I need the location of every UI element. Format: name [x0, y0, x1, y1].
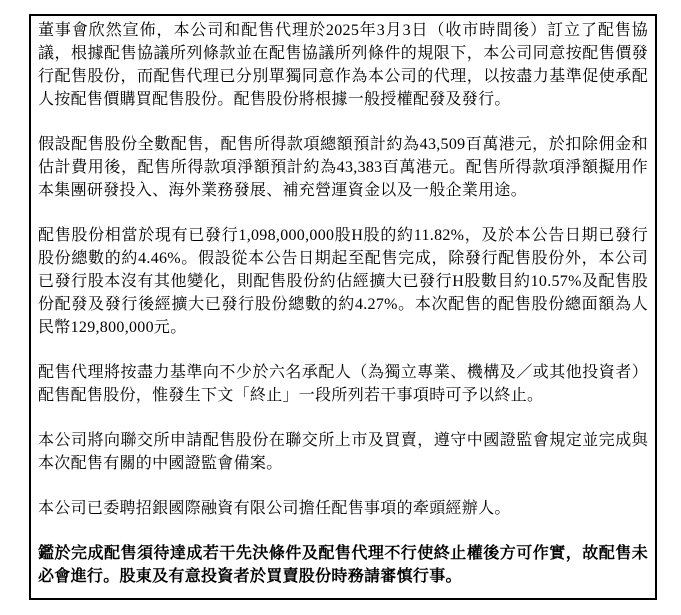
- paragraph-placees-and-termination: 配售代理將按盡力基準向不少於六名承配人（為獨立專業、機構及／或其他投資者）配售配售股份，惟發生下文「終止」一段所列若干事項時可予以終止。: [38, 364, 648, 404]
- paragraph-lead-manager-appointment: 本公司已委聘招銀國際融資有限公司擔任配售事項的牽頭經辦人。: [38, 500, 511, 517]
- paragraph-listing-application: 本公司將向聯交所申請配售股份在聯交所上市及買賣，遵守中國證監會規定並完成與本次配售有關的中國證監會備案。: [38, 432, 648, 472]
- paragraph-warning-statement: 鑑於完成配售須待達成若干先決條件及配售代理不行使終止權後方可作實，故配售未必會進行。股東及有意投資者於買賣股份時務請審慎行事。: [38, 545, 648, 585]
- announcement-document: [29, 14, 657, 600]
- paragraph-share-capital-percentages: 配售股份相當於現有已發行1,098,000,000股H股的約11.82%，及於本公告日期已發行股份總數的約4.46%。假設從本公告日期起至配售完成，除發行配售股份外，本公司已發行股本沒有其他變化，則配售股份約佔經擴大已發行H股數目約10.57%及配售股份配發及發行後經擴大已發行股份總數的約4.27%。本次配售的配售股份總面額為人民幣129,800,000元。: [38, 227, 648, 336]
- paragraph-proceeds-and-use: 假設配售股份全數配售，配售所得款項總額預計約為43,509百萬港元，於扣除佣金和估計費用後，配售所得款項淨額預計約為43,383百萬港元。配售所得款項淨額擬用作本集團研發投入、海外業務發展、補充營運資金以及一般企業用途。: [38, 136, 648, 199]
- paragraph-placing-agreement-announcement: 董事會欣然宣佈，本公司和配售代理於2025年3月3日（收市時間後）訂立了配售協議，根據配售協議所列條款並在配售協議所列條件的規限下，本公司同意按配售價發行配售股份，而配售代理已分別單獨同意作為本公司的代理，以按盡力基準促使承配人按配售價購買配售股份。配售股份將根據一般授權配發及發行。: [38, 22, 648, 108]
